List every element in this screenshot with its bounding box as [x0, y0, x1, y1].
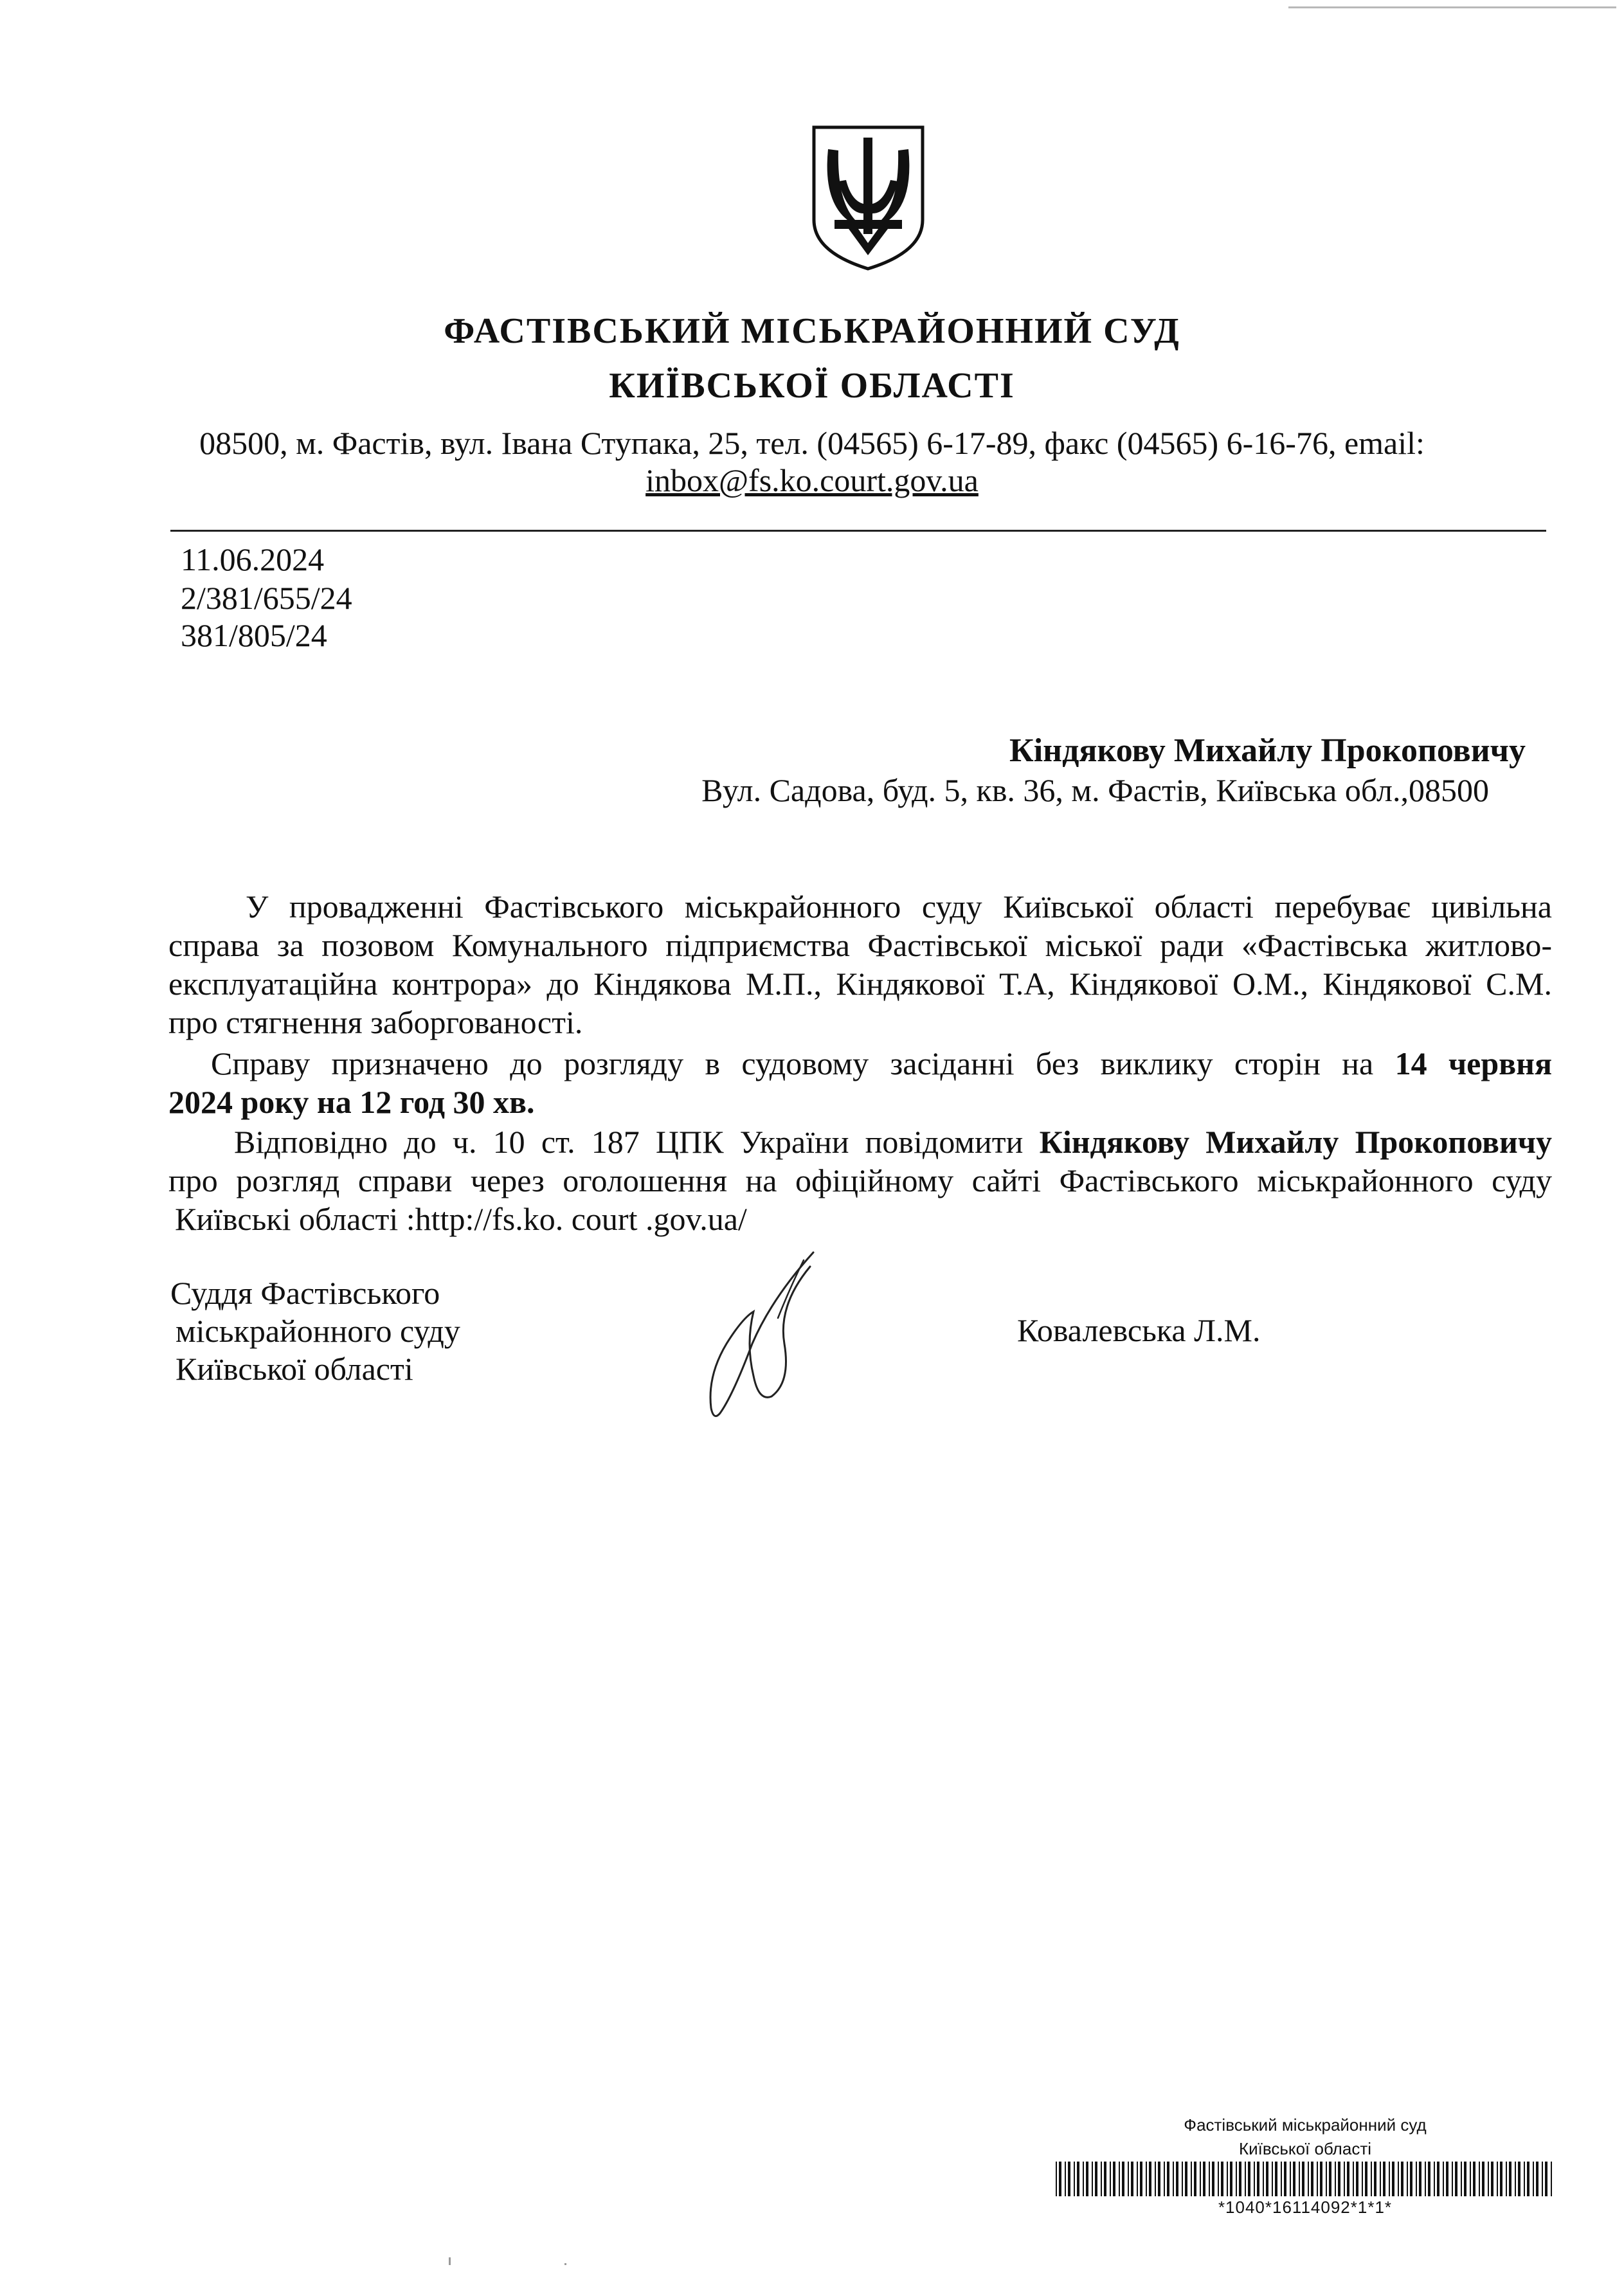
barcode-number: *1040*16114092*1*1* [1218, 2198, 1393, 2217]
stamp-region: Київської області [1238, 2139, 1372, 2158]
hearing-date-part1: 14 червня [1394, 1045, 1553, 1081]
judge-title-line1: Суддя Фастівського [170, 1275, 440, 1311]
court-email-link[interactable]: inbox@fs.ko.court.gov.ua [645, 462, 979, 498]
judge-title-line2: міськрайонного суду [176, 1313, 460, 1349]
hearing-date-part2: 2024 року на 12 год 30 хв. [168, 1084, 535, 1120]
judge-name: Ковалевська Л.М. [1017, 1312, 1261, 1348]
body-p1-line1: У провадженні Фастівського міськрайонного суду Київської області перебуває цивільна [246, 889, 1552, 925]
notice-prefix-text: Відповідно до ч. 10 ст. 187 ЦПК України повідомити [234, 1124, 1024, 1160]
body-p3-line3: Київські області :http://fs.ko. court .gov.ua/ [175, 1201, 747, 1237]
letter-date: 11.06.2024 [181, 541, 325, 577]
court-name-line1: ФАСТІВСЬКИЙ МІСЬКРАЙОННИЙ СУД [444, 311, 1180, 351]
court-name-line2: КИЇВСЬКОЇ ОБЛАСТІ [609, 366, 1015, 406]
outgoing-number: 2/381/655/24 [181, 580, 352, 616]
stamp-court-name: Фастівський міськрайонний суд [1184, 2115, 1427, 2135]
case-number: 381/805/24 [181, 617, 327, 653]
body-p1-line3: експлуатаційна контрора» до Кіндякова М.П., Кіндякової Т.А, Кіндякової О.М., Кіндякової С.М. [168, 966, 1552, 1002]
recipient-name: Кіндякову Михайлу Прокоповичу [1009, 732, 1526, 769]
recipient-address: Вул. Садова, буд. 5, кв. 36, м. Фастів, Київська обл.,08500 [701, 772, 1489, 808]
court-address: 08500, м. Фастів, вул. Івана Ступака, 25, тел. (04565) 6-17-89, факс (04565) 6-16-76, email: [199, 425, 1425, 461]
body-p1-line4: про стягнення заборгованості. [168, 1004, 583, 1040]
hearing-intro-text: Справу призначено до розгляду в судовому засіданні без виклику сторін на [211, 1045, 1374, 1081]
judge-title-line3: Київської області [176, 1351, 413, 1387]
body-p1-line2: справа за позовом Комунального підприємства Фастівської міської ради «Фастівська житлово- [168, 927, 1552, 963]
body-p3-line2: про розгляд справи через оголошення на офіційному сайті Фастівського міськрайонного суду [168, 1162, 1552, 1198]
notice-recipient-name: Кіндякову Михайлу Прокоповичу [1039, 1124, 1552, 1160]
